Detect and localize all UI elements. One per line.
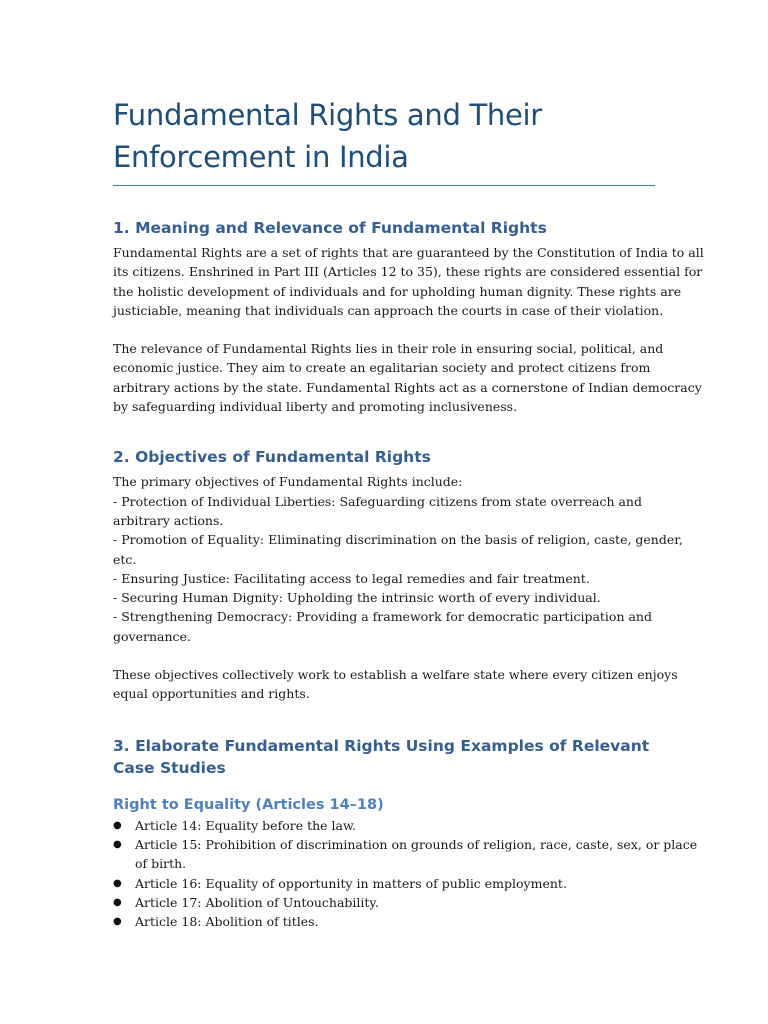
bullet-list (113, 816, 698, 932)
text-line: - Securing Human Dignity: Upholding the intrinsic worth of every individual. (113, 590, 601, 606)
section-1-paragraph-1 (113, 243, 704, 320)
list-item-text: Article 17: Abolition of Untouchability. (135, 894, 379, 910)
bullet-icon: ● (113, 819, 122, 831)
bullet-icon: ● (113, 896, 122, 908)
text-line: These objectives collectively work to establish a welfare state where every citizen enjoys (113, 667, 678, 683)
document-title (113, 94, 658, 178)
title-line: Fundamental Rights and Their (113, 98, 542, 132)
section-1-heading: 1. Meaning and Relevance of Fundamental Rights (113, 219, 547, 237)
text-line: The primary objectives of Fundamental Rights include: (113, 474, 463, 490)
bullet-icon: ● (113, 838, 122, 850)
text-line: - Ensuring Justice: Facilitating access to legal remedies and fair treatment. (113, 570, 590, 586)
list-item-text: Article 16: Equality of opportunity in matters of public employment. (135, 875, 567, 891)
list-item-text: Article 14: Equality before the law. (135, 817, 357, 833)
section-2-paragraph-2 (113, 665, 678, 704)
subsection-heading: Right to Equality (Articles 14–18) (113, 796, 384, 813)
list-item-text: Article 15: Prohibition of discrimination on grounds of religion, race, caste, sex, or place (135, 836, 698, 852)
text-line: - Promotion of Equality: Eliminating discrimination on the basis of religion, caste, gender, (113, 532, 683, 548)
text-line: the holistic development of individuals and for upholding human dignity. These rights are (113, 283, 682, 299)
text-line: justiciable, meaning that individuals can approach the courts in case of their violation. (113, 302, 664, 318)
text-line: - Strengthening Democracy: Providing a framework for democratic participation and (113, 609, 652, 625)
section-1-paragraph-2 (113, 339, 702, 416)
bullet-icon: ● (113, 877, 122, 889)
list-item (113, 816, 658, 835)
text-line: arbitrary actions. (113, 512, 224, 528)
bullet-icon: ● (113, 916, 122, 928)
text-line: etc. (113, 551, 137, 567)
section-2-heading: 2. Objectives of Fundamental Rights (113, 448, 431, 467)
text-line: governance. (113, 628, 191, 644)
list-item (113, 835, 698, 874)
list-item (113, 912, 658, 931)
text-line: - Protection of Individual Liberties: Safeguarding citizens from state overreach and (113, 493, 642, 509)
text-line: by safeguarding individual liberty and promoting inclusiveness. (113, 399, 518, 415)
list-item-text: of birth. (135, 856, 187, 872)
list-item (113, 893, 658, 912)
text-line: economic justice. They aim to create an egalitarian society and protect citizens from (113, 360, 651, 376)
title-line: Enforcement in India (113, 140, 409, 174)
section-3-heading: 3. Elaborate Fundamental Rights Using Examples of Relevant Case Studies (113, 736, 650, 777)
section-2-paragraph-1 (113, 472, 683, 646)
text-line: Fundamental Rights are a set of rights that are guaranteed by the Constitution of India to all (113, 245, 704, 260)
text-line: equal opportunities and rights. (113, 686, 310, 702)
text-line: arbitrary actions by the state. Fundamental Rights act as a cornerstone of Indian democracy (113, 379, 702, 395)
text-line: The relevance of Fundamental Rights lies in their role in ensuring social, political, and (113, 341, 664, 357)
text-line: its citizens. Enshrined in Part III (Articles 12 to 35), these rights are considered essential for (113, 264, 703, 280)
document-page (113, 94, 704, 931)
title-underline (113, 185, 655, 186)
list-item-text: Article 18: Abolition of titles. (135, 914, 319, 930)
list-item (113, 874, 658, 893)
